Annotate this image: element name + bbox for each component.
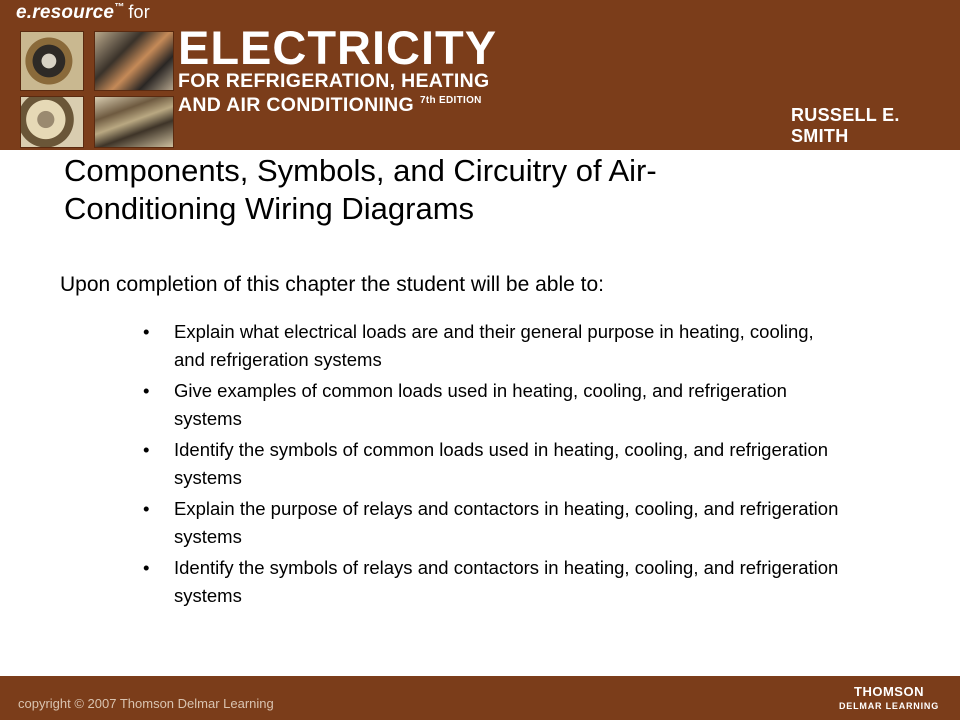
copyright-notice: copyright © 2007 Thomson Delmar Learning [18, 696, 274, 711]
objective-item [140, 554, 840, 610]
objective-text: Identify the symbols of relays and contactors in heating, cooling, and refrigeration systems [174, 557, 839, 606]
relay-photo [94, 96, 174, 148]
bullet-icon: • [143, 557, 150, 578]
book-subtitle-line2 [178, 96, 482, 116]
slide-title: Components, Symbols, and Circuitry of Air-Conditioning Wiring Diagrams [64, 153, 657, 226]
bullet-icon: • [143, 439, 150, 460]
brand-name: e.resource [16, 2, 115, 23]
objective-text: Identify the symbols of common loads used in heating, cooling, and refrigeration systems [174, 439, 829, 488]
objective-item [140, 436, 840, 492]
objectives-list [140, 318, 840, 613]
bullet-icon: • [143, 498, 150, 519]
objective-text: Give examples of common loads used in heating, cooling, and refrigeration systems [174, 380, 787, 429]
objective-item [140, 495, 840, 551]
bullet-icon: • [143, 380, 150, 401]
fan-motor-photo [20, 96, 84, 148]
objective-item [140, 318, 840, 374]
book-subtitle-line2-text: AND AIR CONDITIONING [178, 94, 415, 116]
publisher-logo-line1: THOMSON [854, 684, 924, 699]
footer-bar [0, 676, 960, 720]
motor-photo [20, 31, 84, 91]
publisher-logo [838, 684, 940, 711]
header-banner [0, 0, 960, 150]
objective-item [140, 377, 840, 433]
brand-trademark: ™ [114, 2, 125, 13]
meter-photo [94, 31, 174, 91]
objective-text: Explain the purpose of relays and contactors in heating, cooling, and refrigeration systems [174, 498, 839, 547]
book-subtitle-line1: FOR REFRIGERATION, HEATING [178, 70, 490, 92]
brand-logo [16, 2, 150, 24]
objective-text: Explain what electrical loads are and their general purpose in heating, cooling, and refrigeration systems [174, 321, 814, 370]
brand-for: for [128, 2, 150, 22]
intro-text: Upon completion of this chapter the student will be able to: [60, 273, 604, 296]
book-title: ELECTRICITY [178, 21, 498, 74]
edition-label: 7th EDITION [420, 95, 482, 106]
author-name: RUSSELL E. SMITH [791, 105, 900, 146]
bullet-icon: • [143, 321, 150, 342]
publisher-logo-line2: DELMAR LEARNING [839, 701, 939, 711]
